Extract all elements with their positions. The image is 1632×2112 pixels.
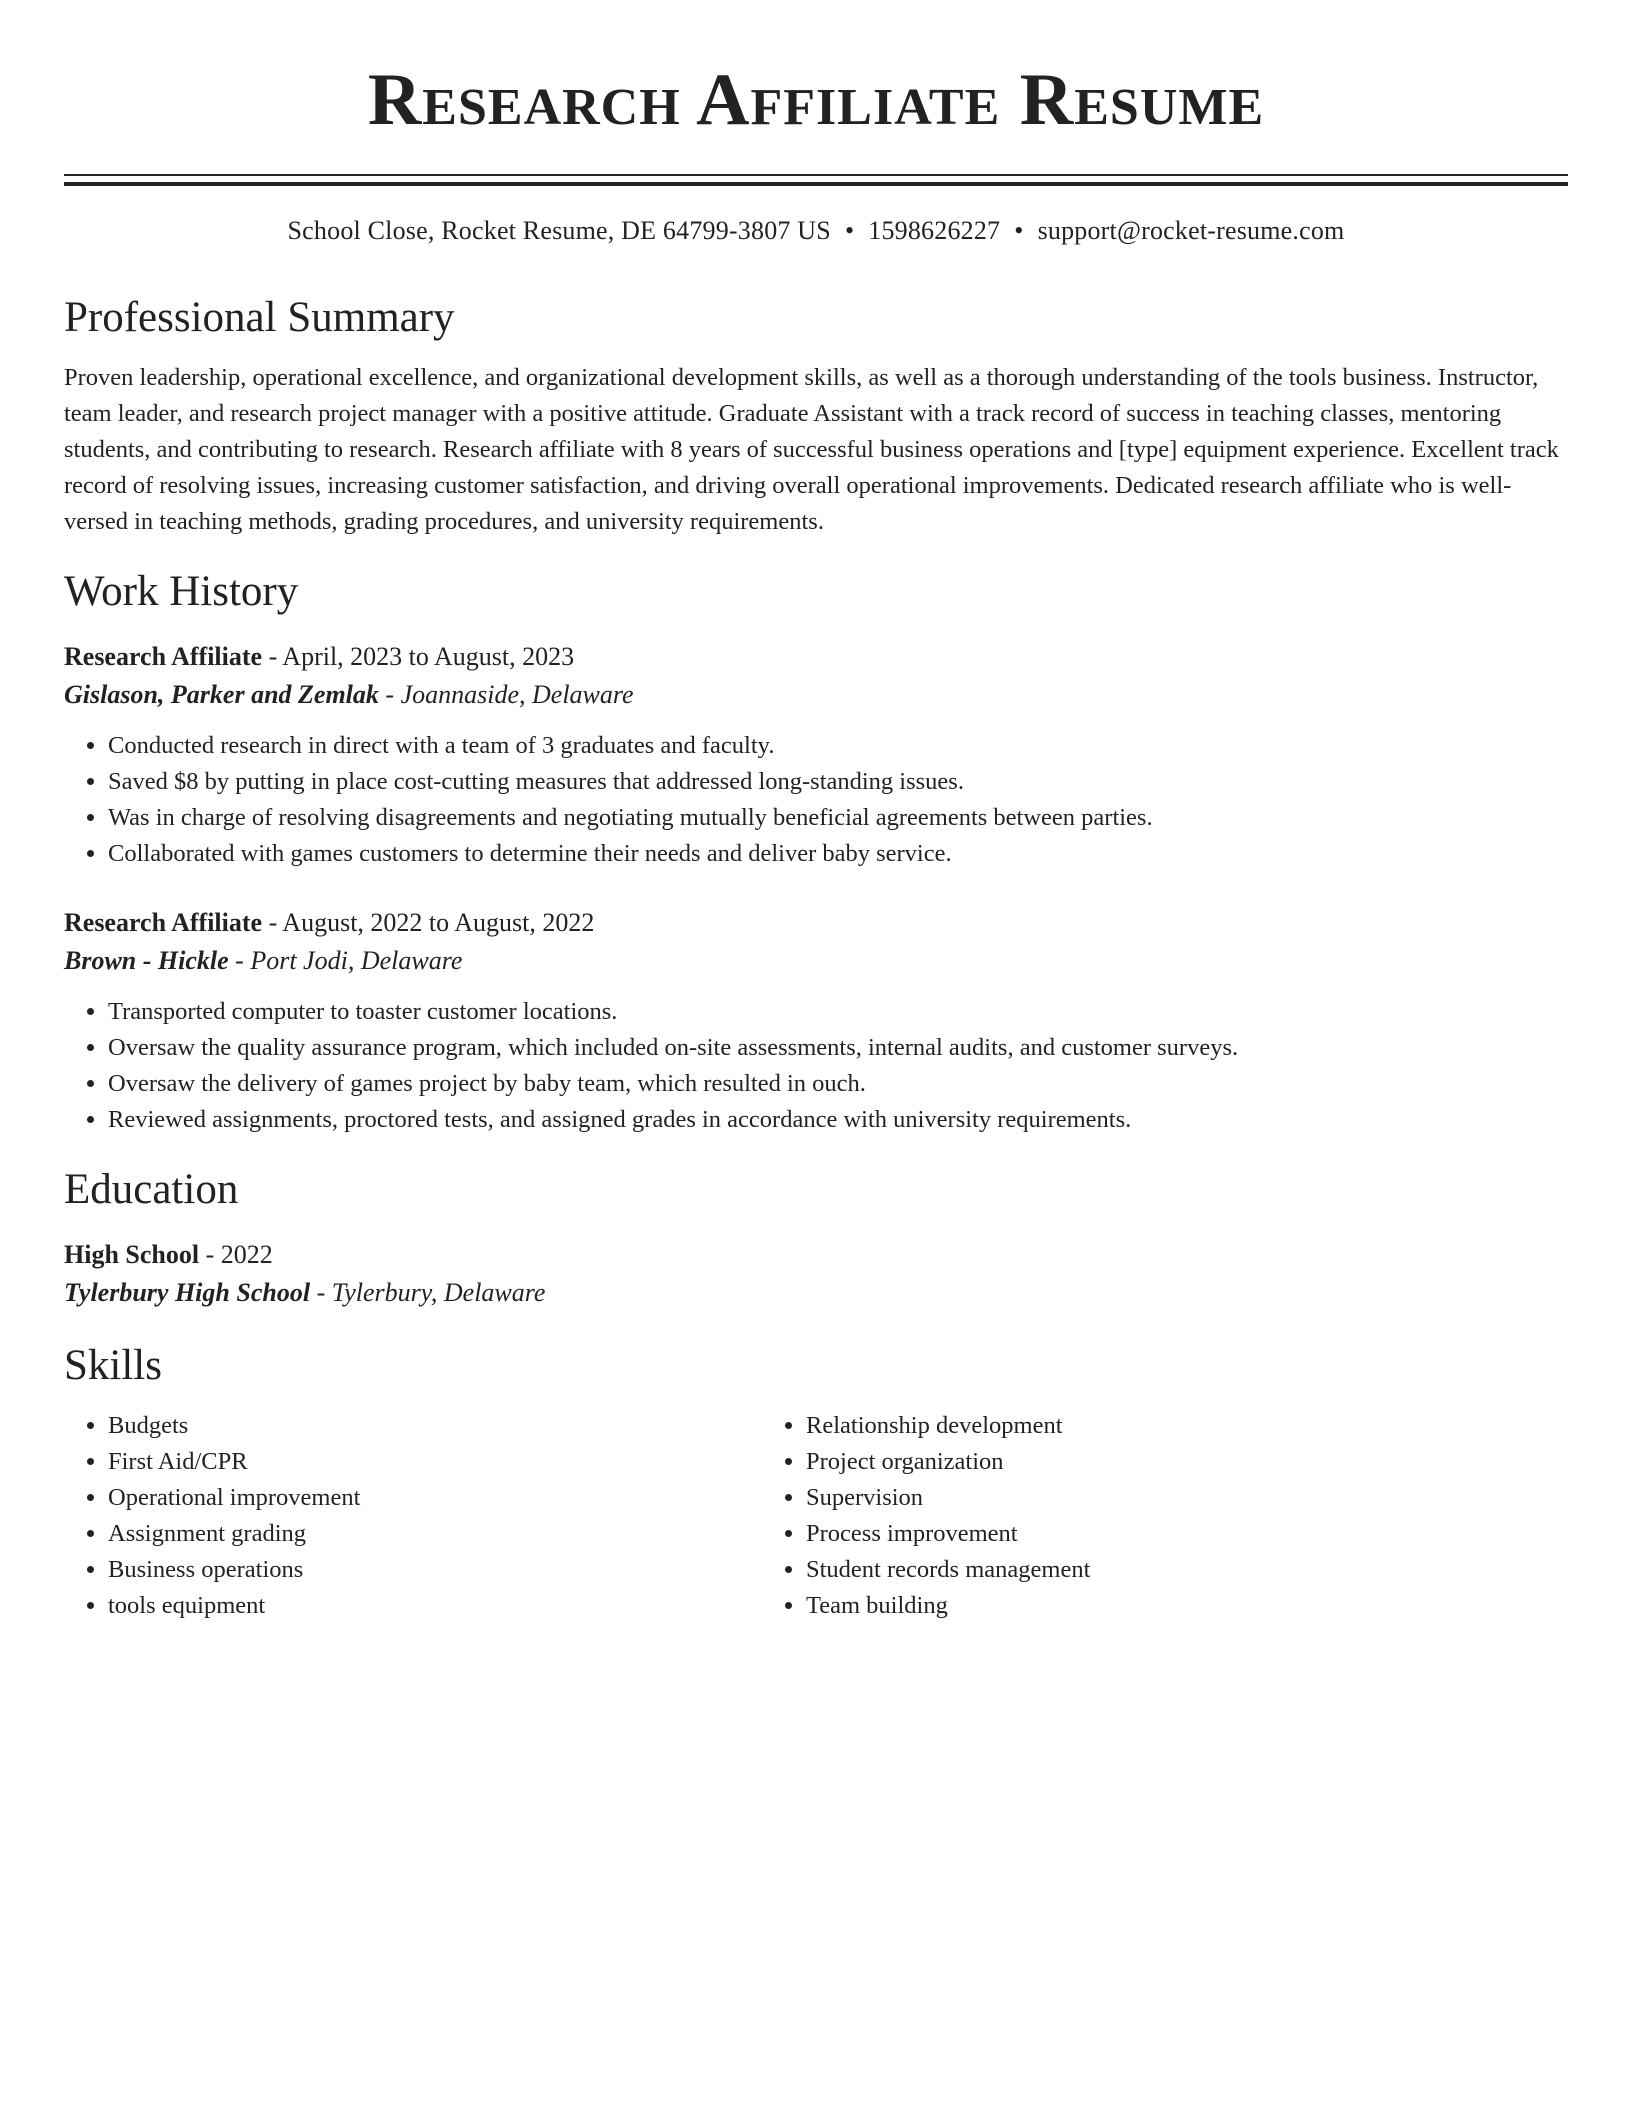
list-item: • Oversaw the delivery of games project by baby team, which resulted in ouch. bbox=[108, 1066, 1568, 1102]
education-heading: Education bbox=[64, 1166, 239, 1213]
summary-text: Proven leadership, operational excellence, and organizational development skills, as well as a thorough understanding of the tools business. Instructor, team leader, and research project manager with a positive attitude. Graduate Assistant with a track record of success in teaching classes, mentoring students, and contributing to research. Research affiliate with 8 years of successful business operations and [type] equipment experience. Excellent track record of resolving issues, increasing customer satisfaction, and driving overall operational improvements. Dedicated research affiliate who is well-versed in teaching methods, grading procedures, and university requirements. bbox=[64, 364, 1559, 535]
school-location: - Tylerbury, Delaware bbox=[310, 1278, 546, 1307]
job-entry bbox=[64, 904, 1568, 1138]
company-name: Gislason, Parker and Zemlak bbox=[64, 680, 379, 709]
education-year: - 2022 bbox=[199, 1240, 273, 1269]
company-line bbox=[64, 942, 1568, 980]
company-line bbox=[64, 676, 1568, 714]
list-item: • Reviewed assignments, proctored tests, and assigned grades in accordance with university requirements. bbox=[108, 1102, 1568, 1138]
list-item: • Oversaw the quality assurance program, which included on-site assessments, internal audits, and customer surveys. bbox=[108, 1030, 1568, 1066]
skill-item: • Operational improvement bbox=[108, 1480, 762, 1516]
resume-title: Research Affiliate Resume bbox=[367, 59, 1265, 141]
contact-separator: • bbox=[844, 216, 855, 245]
skills-grid bbox=[64, 1408, 1568, 1624]
summary-heading: Professional Summary bbox=[64, 294, 455, 341]
skill-item: • Project organization bbox=[806, 1444, 1504, 1480]
job-title: Research Affiliate bbox=[64, 908, 263, 937]
list-item: • Saved $8 by putting in place cost-cutting measures that addressed long-standing issues. bbox=[108, 764, 1568, 800]
skill-item: • tools equipment bbox=[108, 1588, 762, 1624]
contact-phone: 1598626227 bbox=[868, 216, 1001, 245]
list-item: • Was in charge of resolving disagreements and negotiating mutually beneficial agreements between parties. bbox=[108, 800, 1568, 836]
list-item: • Conducted research in direct with a team of 3 graduates and faculty. bbox=[108, 728, 1568, 764]
list-item: • Collaborated with games customers to determine their needs and deliver baby service. bbox=[108, 836, 1568, 872]
company-name: Brown - Hickle bbox=[64, 946, 229, 975]
title-double-rule bbox=[64, 174, 1568, 186]
work-history-heading: Work History bbox=[64, 568, 299, 615]
school-line bbox=[64, 1274, 1568, 1312]
job-entry bbox=[64, 638, 1568, 872]
skill-item: • First Aid/CPR bbox=[108, 1444, 762, 1480]
skill-item: • Assignment grading bbox=[108, 1516, 762, 1552]
job-dates: - August, 2022 to August, 2022 bbox=[262, 908, 595, 937]
contact-line bbox=[64, 214, 1568, 248]
skills-column-left bbox=[64, 1408, 762, 1624]
job-bullets bbox=[64, 728, 1568, 872]
list-item: • Transported computer to toaster customer locations. bbox=[108, 994, 1568, 1030]
company-location: - Port Jodi, Delaware bbox=[228, 946, 463, 975]
contact-address: School Close, Rocket Resume, DE 64799-3807 US bbox=[287, 216, 831, 245]
skill-item: • Team building bbox=[806, 1588, 1504, 1624]
skill-item: • Business operations bbox=[108, 1552, 762, 1588]
skill-item: • Student records management bbox=[806, 1552, 1504, 1588]
education-entry bbox=[64, 1236, 1568, 1312]
contact-separator: • bbox=[1014, 216, 1024, 245]
job-dates: - April, 2023 to August, 2023 bbox=[262, 642, 575, 671]
job-bullets bbox=[64, 994, 1568, 1138]
skills-heading: Skills bbox=[64, 1342, 162, 1389]
skill-item: • Relationship development bbox=[806, 1408, 1504, 1444]
job-title: Research Affiliate bbox=[64, 642, 263, 671]
skill-item: • Process improvement bbox=[806, 1516, 1504, 1552]
company-location: - Joannaside, Delaware bbox=[378, 680, 634, 709]
contact-email: support@rocket-resume.com bbox=[1037, 216, 1345, 245]
degree-line bbox=[64, 1236, 1568, 1274]
school-name: Tylerbury High School bbox=[64, 1278, 311, 1307]
job-title-line bbox=[64, 638, 1568, 676]
skill-item: • Supervision bbox=[806, 1480, 1504, 1516]
skill-item: • Budgets bbox=[108, 1408, 762, 1444]
degree: High School bbox=[64, 1240, 200, 1269]
skills-column-right bbox=[762, 1408, 1504, 1624]
job-title-line bbox=[64, 904, 1568, 942]
